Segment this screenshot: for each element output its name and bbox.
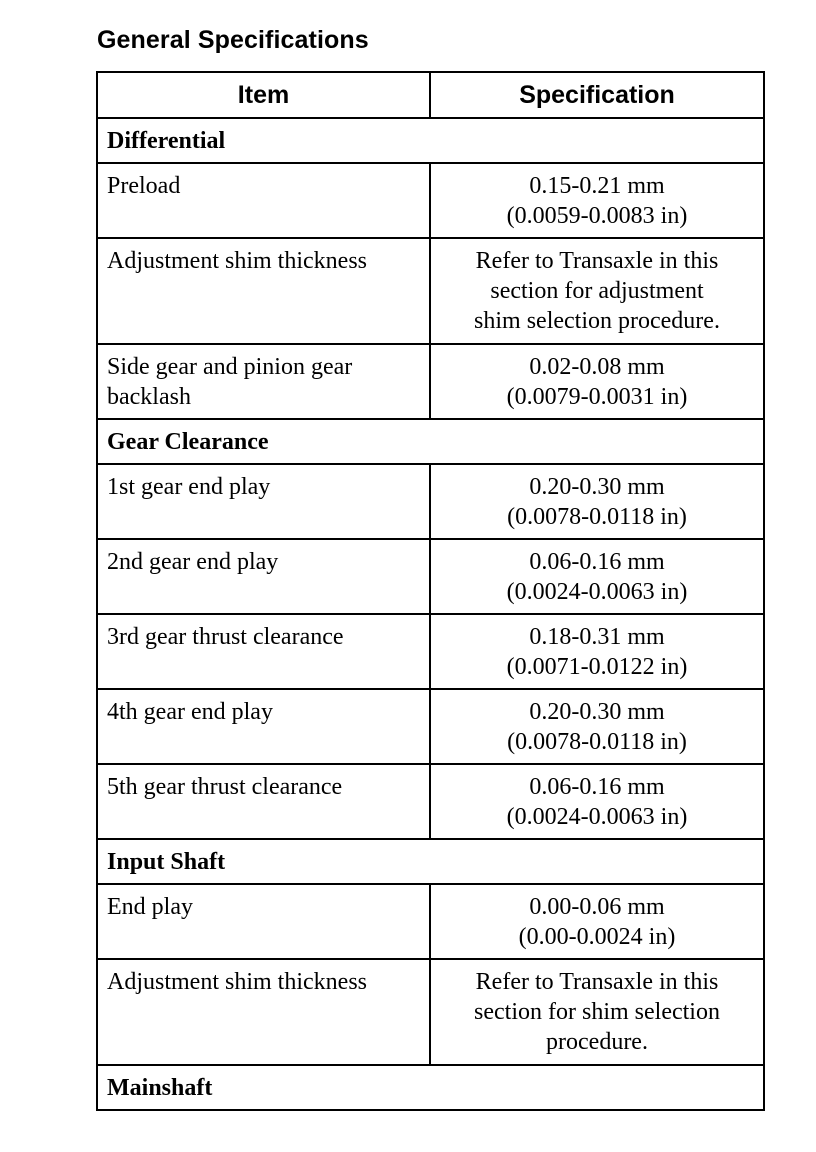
specification-cell bbox=[430, 238, 764, 344]
column-header-item: Item bbox=[97, 72, 430, 118]
specification-cell bbox=[430, 689, 764, 764]
section-heading: Mainshaft bbox=[97, 1065, 764, 1110]
specification-text-line: section for shim selection bbox=[474, 999, 720, 1025]
table-row bbox=[97, 884, 764, 959]
table-row bbox=[97, 764, 764, 839]
item-cell bbox=[97, 539, 430, 614]
section-heading: Gear Clearance bbox=[97, 419, 764, 464]
specification-text-line: 0.00-0.06 mm bbox=[529, 894, 665, 920]
specification-cell bbox=[430, 163, 764, 238]
table-row bbox=[97, 614, 764, 689]
item-cell bbox=[97, 959, 430, 1065]
specification-text-line: Refer to Transaxle in this bbox=[475, 248, 719, 274]
table-row bbox=[97, 959, 764, 1065]
specification-text-line: 0.02-0.08 mm bbox=[529, 354, 665, 380]
item-cell bbox=[97, 238, 430, 344]
item-cell bbox=[97, 884, 430, 959]
specification-text-line: section for adjustment bbox=[490, 278, 704, 304]
specification-cell bbox=[430, 464, 764, 539]
specification-cell bbox=[430, 959, 764, 1065]
table-row bbox=[97, 539, 764, 614]
item-text-line: 1st gear end play bbox=[107, 474, 271, 500]
specification-text-line: Refer to Transaxle in this bbox=[475, 969, 719, 995]
specification-text-line: 0.20-0.30 mm bbox=[529, 474, 665, 500]
item-cell bbox=[97, 464, 430, 539]
item-text-line: Preload bbox=[107, 173, 181, 199]
specification-cell bbox=[430, 884, 764, 959]
item-text-line: backlash bbox=[107, 384, 191, 410]
page-title: General Specifications bbox=[97, 26, 369, 54]
specification-text-line: (0.0078-0.0118 in) bbox=[507, 729, 687, 755]
specification-text-line: 0.06-0.16 mm bbox=[529, 774, 665, 800]
specification-text-line: 0.20-0.30 mm bbox=[529, 699, 665, 725]
specification-text-line: 0.06-0.16 mm bbox=[529, 549, 665, 575]
item-cell bbox=[97, 689, 430, 764]
section-row bbox=[97, 419, 764, 464]
specification-text-line: (0.0078-0.0118 in) bbox=[507, 504, 687, 530]
specification-text-line: 0.15-0.21 mm bbox=[529, 173, 665, 199]
column-header-specification: Specification bbox=[430, 72, 764, 118]
specification-text-line: (0.0071-0.0122 in) bbox=[506, 654, 688, 680]
item-text-line: End play bbox=[107, 894, 193, 920]
item-text-line: 4th gear end play bbox=[107, 699, 273, 725]
table-row bbox=[97, 464, 764, 539]
table-row bbox=[97, 238, 764, 344]
section-row bbox=[97, 118, 764, 163]
table-row bbox=[97, 163, 764, 238]
item-cell bbox=[97, 344, 430, 419]
table-header-row bbox=[97, 72, 764, 118]
section-row bbox=[97, 1065, 764, 1110]
specification-cell bbox=[430, 614, 764, 689]
item-text-line: Side gear and pinion gear bbox=[107, 354, 353, 380]
specification-text-line: (0.00-0.0024 in) bbox=[518, 924, 676, 950]
item-text-line: 5th gear thrust clearance bbox=[107, 774, 343, 800]
specification-text-line: (0.0024-0.0063 in) bbox=[506, 804, 688, 830]
specification-cell bbox=[430, 344, 764, 419]
section-heading: Input Shaft bbox=[97, 839, 764, 884]
specification-text-line: (0.0079-0.0031 in) bbox=[506, 384, 688, 410]
item-text-line: Adjustment shim thickness bbox=[107, 969, 367, 995]
specification-cell bbox=[430, 539, 764, 614]
specification-text-line: (0.0024-0.0063 in) bbox=[506, 579, 688, 605]
table-row bbox=[97, 689, 764, 764]
item-cell bbox=[97, 614, 430, 689]
item-cell bbox=[97, 764, 430, 839]
section-heading: Differential bbox=[97, 118, 764, 163]
specification-text-line: shim selection procedure. bbox=[474, 308, 720, 334]
item-text-line: Adjustment shim thickness bbox=[107, 248, 367, 274]
item-cell bbox=[97, 163, 430, 238]
specification-text-line: (0.0059-0.0083 in) bbox=[506, 203, 688, 229]
section-row bbox=[97, 839, 764, 884]
specification-text-line: 0.18-0.31 mm bbox=[529, 624, 665, 650]
item-text-line: 3rd gear thrust clearance bbox=[107, 624, 344, 650]
item-text-line: 2nd gear end play bbox=[107, 549, 279, 575]
specification-cell bbox=[430, 764, 764, 839]
general-specifications-table bbox=[96, 71, 765, 1111]
table-row bbox=[97, 344, 764, 419]
specification-text-line: procedure. bbox=[546, 1029, 648, 1055]
